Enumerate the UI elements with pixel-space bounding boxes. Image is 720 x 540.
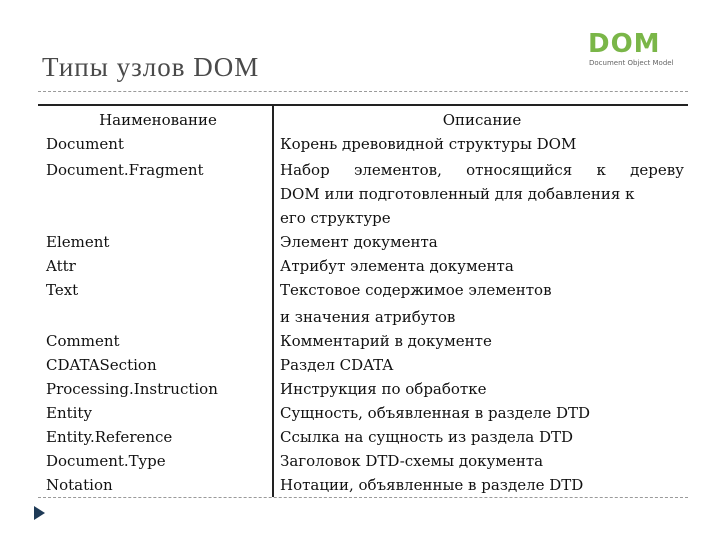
logo-text: DOM — [588, 29, 661, 59]
row-name: Text — [46, 281, 79, 299]
row-description-line: DOM или подготовленный для добавления к — [280, 185, 635, 203]
row-description: Нотации, объявленные в разделе DTD — [280, 476, 584, 494]
row-name: Processing.Instruction — [46, 380, 218, 398]
top-dashed-divider — [38, 91, 688, 92]
row-name: CDATASection — [46, 356, 157, 374]
row-name: Entity — [46, 404, 92, 422]
row-description-line: Набор элементов, относящийся к дереву — [280, 161, 684, 179]
row-name: Comment — [46, 332, 120, 350]
row-name: Notation — [46, 476, 113, 494]
row-description: Корень древовидной структуры DOM — [280, 135, 577, 153]
row-description-line: Текстовое содержимое элементов — [280, 281, 552, 299]
row-name: Document — [46, 135, 124, 153]
row-name: Document.Type — [46, 452, 166, 470]
row-description: Сущность, объявленная в разделе DTD — [280, 404, 591, 422]
row-description: Элемент документа — [280, 233, 438, 251]
slide-title: Типы узлов DOM — [42, 52, 260, 82]
row-description: Ссылка на сущность из раздела DTD — [280, 428, 574, 446]
row-description-line: и значения атрибутов — [280, 308, 456, 326]
table-top-rule — [38, 104, 688, 106]
row-description-line: его структуре — [280, 209, 391, 227]
row-name: Entity.Reference — [46, 428, 173, 446]
table-column-divider — [272, 104, 274, 497]
row-description: Инструкция по обработке — [280, 380, 487, 398]
triangle-right-icon[interactable] — [34, 506, 45, 520]
row-description: Атрибут элемента документа — [280, 257, 514, 275]
row-name: Element — [46, 233, 110, 251]
row-name: Document.Fragment — [46, 161, 204, 179]
logo-subtitle: Document Object Model — [589, 59, 674, 67]
row-description: Раздел CDATA — [280, 356, 394, 374]
bottom-dashed-divider — [38, 497, 688, 498]
dom-logo — [588, 30, 684, 74]
header-description: Описание — [442, 111, 522, 129]
row-description: Комментарий в документе — [280, 332, 492, 350]
row-name: Attr — [46, 257, 76, 275]
row-description: Заголовок DTD-схемы документа — [280, 452, 544, 470]
header-name: Наименование — [99, 111, 217, 129]
